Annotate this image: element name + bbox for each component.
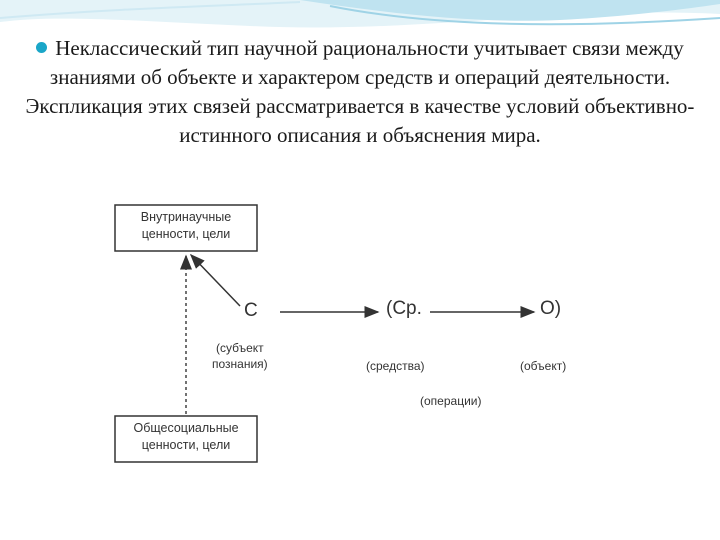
arrow-subject-to-values	[191, 255, 240, 306]
label-subject	[212, 340, 268, 372]
label-subject-line-2: познания)	[212, 357, 268, 371]
label-operations: (операции)	[420, 394, 482, 408]
main-paragraph	[22, 34, 698, 150]
label-subject-line-1: (субъект	[216, 341, 264, 355]
bullet-icon	[36, 42, 47, 53]
top-box-text	[115, 209, 257, 243]
paragraph-text: Неклассический тип научной рациональности учитывает связи между знаниями об объекте и характером средств и операций деятельности. Экспликация этих связей рассматривается в качестве условий объективно-истинного описания и объяснения мира.	[25, 36, 695, 147]
label-means: (средства)	[366, 359, 425, 373]
diagram	[100, 188, 620, 478]
node-object: О)	[540, 298, 562, 319]
top-box-line-1: Внутринаучные	[140, 210, 232, 224]
node-means: (Ср.	[386, 298, 422, 319]
top-box-line-2: ценности, цели	[141, 227, 231, 241]
bottom-box-text	[115, 420, 257, 454]
node-subject: С	[244, 300, 258, 321]
bottom-box-line-1: Общесоциальные	[133, 421, 239, 435]
label-object: (объект)	[520, 359, 567, 373]
bottom-box-line-2: ценности, цели	[141, 438, 231, 452]
